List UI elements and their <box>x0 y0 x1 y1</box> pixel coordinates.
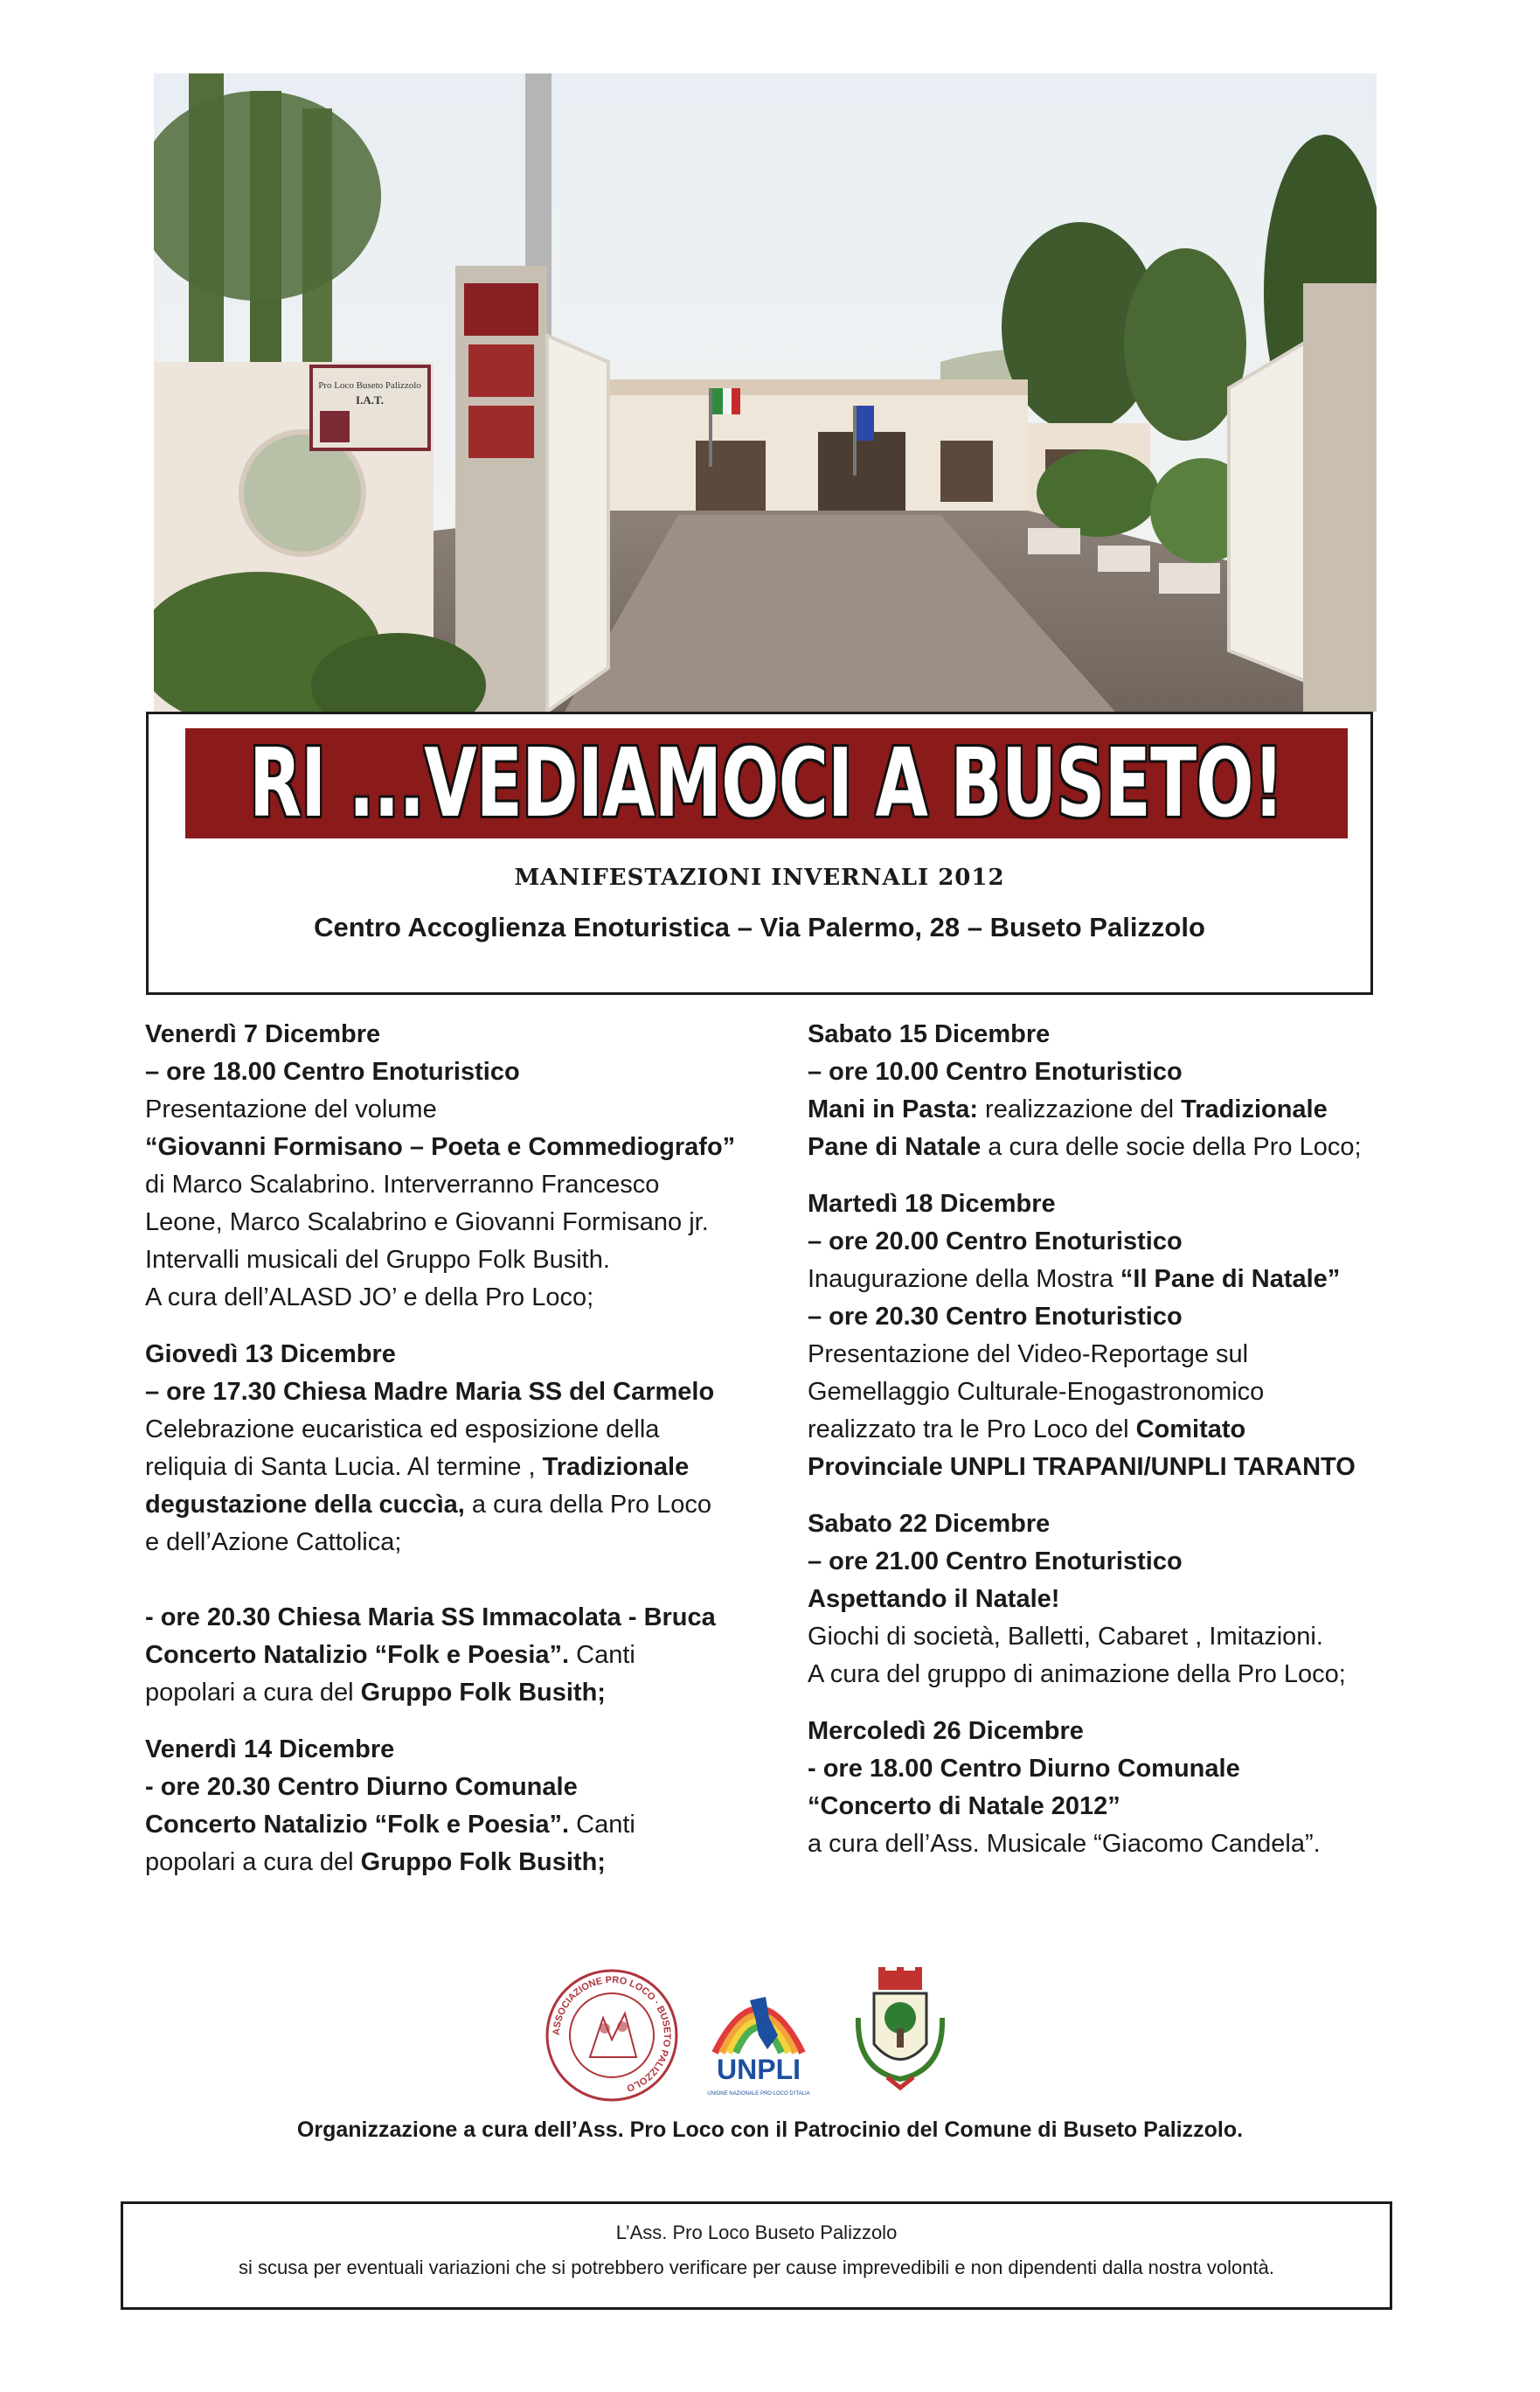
event-date: Sabato 22 Dicembre <box>808 1510 1051 1538</box>
photo-illustration <box>154 73 1377 712</box>
venue-address: Centro Accoglienza Enoturistica – Via Palermo, 28 – Buseto Palizzolo <box>314 912 1205 942</box>
text-fragment: Mani in Pasta: <box>808 1095 978 1123</box>
event-time-place: - ore 20.30 Chiesa Maria SS Immacolata - Bruca <box>145 1603 716 1631</box>
event-dec-13 <box>145 1336 757 1712</box>
proloco-seal-icon <box>542 1965 682 2105</box>
event-dec-18 <box>808 1186 1437 1486</box>
text-fragment: realizzato tra le Pro Loco del <box>808 1415 1136 1443</box>
text-fragment: degustazione della cuccìa, <box>145 1491 465 1519</box>
event-text <box>808 1129 1437 1166</box>
event-date: Mercoledì 26 Dicembre <box>808 1717 1084 1745</box>
event-time-place: - ore 18.00 Centro Diurno Comunale <box>808 1755 1240 1783</box>
main-title: RI ...VEDIAMOCI A BUSETO! <box>249 728 1284 838</box>
text-fragment: a cura della Pro Loco <box>464 1491 711 1519</box>
event-time-place: – ore 20.30 Centro Enoturistico <box>808 1303 1183 1331</box>
text-fragment: Concerto Natalizio “Folk e Poesia”. <box>145 1811 570 1839</box>
event-text <box>808 1091 1437 1129</box>
event-date: Venerdì 7 Dicembre <box>145 1020 381 1048</box>
event-time-place: – ore 21.00 Centro Enoturistico <box>808 1547 1183 1575</box>
disclaimer-line1: L’Ass. Pro Loco Buseto Palizzolo <box>615 2222 898 2243</box>
sign-text-line1: Pro Loco Buseto Palizzolo <box>318 380 421 391</box>
title-banner <box>185 728 1348 838</box>
event-text: a cura dell’Ass. Musicale “Giacomo Candela”. <box>808 1830 1321 1858</box>
event-time-place: – ore 10.00 Centro Enoturistico <box>808 1058 1183 1086</box>
event-date: Giovedì 13 Dicembre <box>145 1340 396 1368</box>
event-text <box>808 1411 1437 1449</box>
text-fragment: Inaugurazione della Mostra <box>808 1265 1120 1293</box>
event-date: Martedì 18 Dicembre <box>808 1190 1056 1218</box>
cover-photo <box>154 73 1377 712</box>
event-time-place: – ore 20.00 Centro Enoturistico <box>808 1227 1183 1255</box>
event-text <box>145 1449 757 1486</box>
text-fragment: Canti <box>569 1641 635 1669</box>
event-time-place: – ore 17.30 Chiesa Madre Maria SS del Carmelo <box>145 1378 715 1406</box>
sign-text-line2: I.A.T. <box>356 393 384 407</box>
unpli-subtext: UNIONE NAZIONALE PRO LOCO D'ITALIA <box>707 2091 810 2096</box>
event-text: Provinciale UNPLI TRAPANI/UNPLI TARANTO <box>808 1453 1356 1481</box>
text-fragment: Pane di Natale <box>808 1133 982 1161</box>
text-fragment: Tradizionale <box>542 1453 690 1481</box>
event-date: Sabato 15 Dicembre <box>808 1020 1051 1048</box>
event-text: Intervalli musicali del Gruppo Folk Busith. <box>145 1246 610 1274</box>
text-fragment: realizzazione del <box>978 1095 1182 1123</box>
text-fragment: reliquia di Santa Lucia. Al termine , <box>145 1453 543 1481</box>
event-text <box>145 1486 757 1524</box>
spacer <box>145 1561 757 1599</box>
event-text: “Giovanni Formisano – Poeta e Commediografo” <box>145 1133 736 1161</box>
unpli-text: UNPLI <box>717 2054 801 2085</box>
disclaimer-box <box>121 2201 1392 2310</box>
event-dec-15 <box>808 1016 1437 1166</box>
event-text: Presentazione del volume <box>145 1095 437 1123</box>
event-series-subtitle: MANIFESTAZIONI INVERNALI 2012 <box>514 865 1005 891</box>
text-fragment: Comitato <box>1135 1415 1246 1443</box>
text-fragment: “Il Pane di Natale” <box>1120 1265 1341 1293</box>
title-box <box>146 712 1373 995</box>
event-time-place: – ore 18.00 Centro Enoturistico <box>145 1058 520 1086</box>
event-text <box>145 1806 757 1844</box>
left-program-column <box>145 1016 757 1901</box>
text-fragment: Gruppo Folk Busith; <box>360 1848 606 1876</box>
event-text: A cura del gruppo di animazione della Pro Loco; <box>808 1660 1346 1688</box>
event-text: di Marco Scalabrino. Interverranno Francesco <box>145 1171 660 1199</box>
event-text: Leone, Marco Scalabrino e Giovanni Formisano jr. <box>145 1208 709 1236</box>
organization-credit: Organizzazione a cura dell’Ass. Pro Loco con il Patrocinio del Comune di Buseto Palizzolo. <box>296 2117 1244 2142</box>
right-program-column <box>808 1016 1437 1882</box>
event-text: e dell’Azione Cattolica; <box>145 1528 402 1556</box>
text-fragment: Concerto Natalizio “Folk e Poesia”. <box>145 1641 570 1669</box>
event-text: Celebrazione eucaristica ed esposizione della <box>145 1415 660 1443</box>
unpli-logo-icon <box>697 1965 820 2105</box>
text-fragment: popolari a cura del <box>145 1679 361 1707</box>
event-dec-22 <box>808 1505 1437 1693</box>
event-text: Presentazione del Video-Reportage sul <box>808 1340 1249 1368</box>
event-dec-26 <box>808 1713 1437 1863</box>
event-text <box>145 1637 757 1674</box>
sponsor-logos <box>542 1965 979 2105</box>
event-dec-14 <box>145 1731 757 1881</box>
event-text: A cura dell’ALASD JO’ e della Pro Loco; <box>145 1283 594 1311</box>
event-text: Aspettando il Natale! <box>808 1585 1060 1613</box>
event-text <box>808 1261 1437 1298</box>
event-time-place: - ore 20.30 Centro Diurno Comunale <box>145 1773 578 1801</box>
event-dec-7 <box>145 1016 757 1317</box>
text-fragment: a cura delle socie della Pro Loco; <box>981 1133 1362 1161</box>
text-fragment: Canti <box>569 1811 635 1839</box>
event-date: Venerdì 14 Dicembre <box>145 1735 395 1763</box>
event-text: “Concerto di Natale 2012” <box>808 1792 1120 1820</box>
text-fragment: Gruppo Folk Busith; <box>360 1679 606 1707</box>
text-fragment: Tradizionale <box>1181 1095 1328 1123</box>
seal-ring-text: ASSOCIAZIONE PRO LOCO · BUSETO PALIZZOLO <box>551 1974 673 2094</box>
disclaimer-line2: si scusa per eventuali variazioni che si potrebbero verificare per cause imprevedibili e non dipendenti dalla nostra volontà. <box>238 2256 1274 2278</box>
event-text <box>145 1674 757 1712</box>
municipal-crest-icon <box>839 1965 961 2105</box>
event-text: Gemellaggio Culturale-Enogastronomico <box>808 1378 1265 1406</box>
event-text: Giochi di società, Balletti, Cabaret , Imitazioni. <box>808 1623 1323 1651</box>
text-fragment: popolari a cura del <box>145 1848 361 1876</box>
event-text <box>145 1844 757 1881</box>
